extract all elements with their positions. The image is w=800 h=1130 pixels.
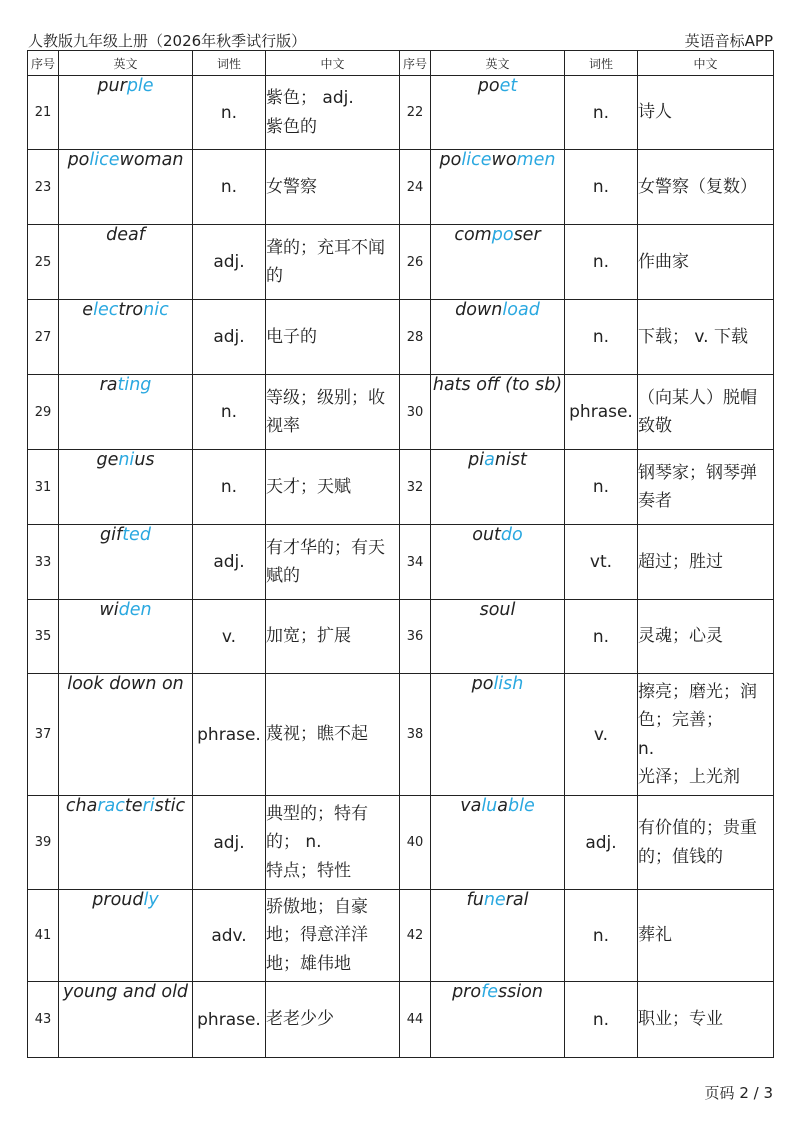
syllable: woman <box>119 150 184 170</box>
header-chinese: 中文 <box>638 51 774 76</box>
chinese-meaning: （向某人）脱帽致敬 <box>638 375 774 450</box>
document-subtitle: 人教版九年级上册（2026年秋季试行版） <box>28 32 307 50</box>
header-english: 英文 <box>431 51 565 76</box>
part-of-speech: phrase. <box>193 982 266 1058</box>
syllable-highlight: lu <box>481 796 498 816</box>
syllable-highlight: load <box>502 300 540 320</box>
syllable: down <box>455 300 503 320</box>
syllable: te <box>124 796 143 816</box>
syllable-highlight: ted <box>122 525 151 545</box>
part-of-speech: adj. <box>193 300 266 375</box>
english-word <box>59 76 193 150</box>
entry-number: 40 <box>400 796 431 890</box>
syllable: ssion <box>498 982 543 1002</box>
entry-number: 21 <box>28 76 59 150</box>
entry-number: 22 <box>400 76 431 150</box>
syllable: look down on <box>67 674 184 694</box>
syllable-highlight: ne <box>483 890 506 910</box>
syllable-highlight: ri <box>142 796 155 816</box>
syllable: soul <box>479 600 516 620</box>
part-of-speech: vt. <box>565 525 638 600</box>
syllable: wo <box>491 150 517 170</box>
entry-number: 43 <box>28 982 59 1058</box>
syllable: ra <box>99 375 118 395</box>
english-word <box>59 300 193 375</box>
syllable: com <box>454 225 492 245</box>
table-row <box>28 225 774 300</box>
syllable: po <box>67 150 90 170</box>
entry-number: 35 <box>28 600 59 674</box>
table-row <box>28 450 774 525</box>
table-row <box>28 300 774 375</box>
syllable: gif <box>100 525 123 545</box>
page-number: 页码 2 / 3 <box>704 1084 773 1102</box>
syllable-highlight: lice <box>461 150 492 170</box>
header-chinese: 中文 <box>266 51 400 76</box>
syllable-highlight: do <box>500 525 523 545</box>
table-row <box>28 375 774 450</box>
part-of-speech: n. <box>565 890 638 982</box>
english-word <box>59 674 193 796</box>
entry-number: 24 <box>400 150 431 225</box>
syllable: e <box>82 300 94 320</box>
part-of-speech: n. <box>193 375 266 450</box>
chinese-meaning: 钢琴家；钢琴弹奏者 <box>638 450 774 525</box>
part-of-speech: n. <box>193 150 266 225</box>
part-of-speech: phrase. <box>565 375 638 450</box>
english-word <box>431 150 565 225</box>
english-word <box>431 674 565 796</box>
entry-number: 44 <box>400 982 431 1058</box>
english-word <box>431 375 565 450</box>
chinese-meaning: 电子的 <box>266 300 400 375</box>
entry-number: 30 <box>400 375 431 450</box>
syllable: wi <box>99 600 119 620</box>
chinese-meaning: 下载； v. 下载 <box>638 300 774 375</box>
english-word <box>59 375 193 450</box>
english-word <box>431 225 565 300</box>
part-of-speech: adj. <box>193 525 266 600</box>
chinese-meaning: 葬礼 <box>638 890 774 982</box>
part-of-speech: v. <box>565 674 638 796</box>
syllable: ral <box>505 890 529 910</box>
part-of-speech: adj. <box>193 796 266 890</box>
english-word <box>431 796 565 890</box>
table-row <box>28 600 774 674</box>
english-word <box>431 525 565 600</box>
syllable-highlight: lish <box>493 674 524 694</box>
entry-number: 34 <box>400 525 431 600</box>
syllable-highlight: ple <box>126 76 154 96</box>
syllable: proud <box>92 890 144 910</box>
entry-number: 38 <box>400 674 431 796</box>
chinese-meaning: 灵魂；心灵 <box>638 600 774 674</box>
header-index: 序号 <box>28 51 59 76</box>
syllable: po <box>477 76 500 96</box>
syllable: pur <box>97 76 127 96</box>
chinese-meaning: 等级；级别；收视率 <box>266 375 400 450</box>
english-word <box>431 600 565 674</box>
chinese-meaning: 诗人 <box>638 76 774 150</box>
part-of-speech: n. <box>193 76 266 150</box>
chinese-meaning: 典型的；特有的； n. 特点；特性 <box>266 796 400 890</box>
header-english: 英文 <box>59 51 193 76</box>
syllable: po <box>439 150 462 170</box>
header-index: 序号 <box>400 51 431 76</box>
english-word <box>431 300 565 375</box>
chinese-meaning: 擦亮；磨光；润色；完善； n. 光泽；上光剂 <box>638 674 774 796</box>
header-part-of-speech: 词性 <box>193 51 266 76</box>
syllable: out <box>472 525 501 545</box>
syllable: cha <box>65 796 98 816</box>
english-word <box>59 150 193 225</box>
english-word <box>59 890 193 982</box>
table-row <box>28 150 774 225</box>
chinese-meaning: 聋的；充耳不闻的 <box>266 225 400 300</box>
syllable: ge <box>96 450 119 470</box>
part-of-speech: n. <box>565 450 638 525</box>
entry-number: 26 <box>400 225 431 300</box>
syllable-highlight: ble <box>508 796 535 816</box>
syllable: va <box>460 796 482 816</box>
english-word <box>431 982 565 1058</box>
table-row <box>28 890 774 982</box>
entry-number: 23 <box>28 150 59 225</box>
chinese-meaning: 紫色； adj. 紫色的 <box>266 76 400 150</box>
part-of-speech: n. <box>193 450 266 525</box>
english-word <box>59 600 193 674</box>
table-body <box>28 76 774 1058</box>
chinese-meaning: 加宽；扩展 <box>266 600 400 674</box>
syllable: young and old <box>62 982 189 1002</box>
syllable: deaf <box>106 225 145 245</box>
syllable: hats off (to sb) <box>432 375 563 395</box>
syllable-highlight: ly <box>143 890 159 910</box>
syllable: pro <box>452 982 482 1002</box>
chinese-meaning: 有才华的；有天赋的 <box>266 525 400 600</box>
chinese-meaning: 职业；专业 <box>638 982 774 1058</box>
entry-number: 29 <box>28 375 59 450</box>
syllable-highlight: po <box>491 225 514 245</box>
syllable: fu <box>466 890 484 910</box>
chinese-meaning: 作曲家 <box>638 225 774 300</box>
part-of-speech: adv. <box>193 890 266 982</box>
entry-number: 39 <box>28 796 59 890</box>
part-of-speech: adj. <box>565 796 638 890</box>
entry-number: 28 <box>400 300 431 375</box>
part-of-speech: phrase. <box>193 674 266 796</box>
syllable-highlight: a <box>484 450 495 470</box>
syllable-highlight: men <box>516 150 556 170</box>
entry-number: 32 <box>400 450 431 525</box>
syllable-highlight: lec <box>93 300 119 320</box>
entry-number: 27 <box>28 300 59 375</box>
chinese-meaning: 女警察 <box>266 150 400 225</box>
syllable: pi <box>468 450 485 470</box>
english-word <box>431 890 565 982</box>
table-row <box>28 982 774 1058</box>
chinese-meaning: 超过；胜过 <box>638 525 774 600</box>
english-word <box>59 982 193 1058</box>
syllable-highlight: rac <box>97 796 125 816</box>
part-of-speech: n. <box>565 150 638 225</box>
entry-number: 33 <box>28 525 59 600</box>
part-of-speech: v. <box>193 600 266 674</box>
entry-number: 41 <box>28 890 59 982</box>
part-of-speech: n. <box>565 600 638 674</box>
table-row <box>28 796 774 890</box>
english-word <box>59 796 193 890</box>
syllable-highlight: fe <box>481 982 499 1002</box>
entry-number: 42 <box>400 890 431 982</box>
syllable-highlight: nic <box>143 300 169 320</box>
entry-number: 25 <box>28 225 59 300</box>
table-row <box>28 674 774 796</box>
english-word <box>59 450 193 525</box>
english-word <box>59 225 193 300</box>
syllable-highlight: ting <box>117 375 152 395</box>
syllable-highlight: et <box>499 76 518 96</box>
part-of-speech: n. <box>565 225 638 300</box>
syllable: tro <box>118 300 144 320</box>
syllable-highlight: ni <box>118 450 135 470</box>
chinese-meaning: 老老少少 <box>266 982 400 1058</box>
chinese-meaning: 蔑视；瞧不起 <box>266 674 400 796</box>
table-header-row <box>28 51 774 76</box>
chinese-meaning: 天才；天赋 <box>266 450 400 525</box>
syllable: nist <box>494 450 527 470</box>
syllable: a <box>497 796 509 816</box>
header-part-of-speech: 词性 <box>565 51 638 76</box>
app-brand: 英语音标APP <box>684 32 773 50</box>
english-word <box>431 450 565 525</box>
entry-number: 31 <box>28 450 59 525</box>
syllable: us <box>134 450 155 470</box>
syllable: ser <box>513 225 541 245</box>
entry-number: 36 <box>400 600 431 674</box>
vocabulary-table <box>27 50 774 1058</box>
entry-number: 37 <box>28 674 59 796</box>
part-of-speech: adj. <box>193 225 266 300</box>
part-of-speech: n. <box>565 982 638 1058</box>
table-row <box>28 525 774 600</box>
table-row <box>28 76 774 150</box>
chinese-meaning: 骄傲地；自豪地；得意洋洋地；雄伟地 <box>266 890 400 982</box>
syllable-highlight: den <box>118 600 152 620</box>
part-of-speech: n. <box>565 76 638 150</box>
syllable: po <box>471 674 494 694</box>
chinese-meaning: 女警察（复数） <box>638 150 774 225</box>
english-word <box>59 525 193 600</box>
syllable-highlight: lice <box>89 150 120 170</box>
syllable: stic <box>154 796 186 816</box>
part-of-speech: n. <box>565 300 638 375</box>
english-word <box>431 76 565 150</box>
chinese-meaning: 有价值的；贵重的；值钱的 <box>638 796 774 890</box>
